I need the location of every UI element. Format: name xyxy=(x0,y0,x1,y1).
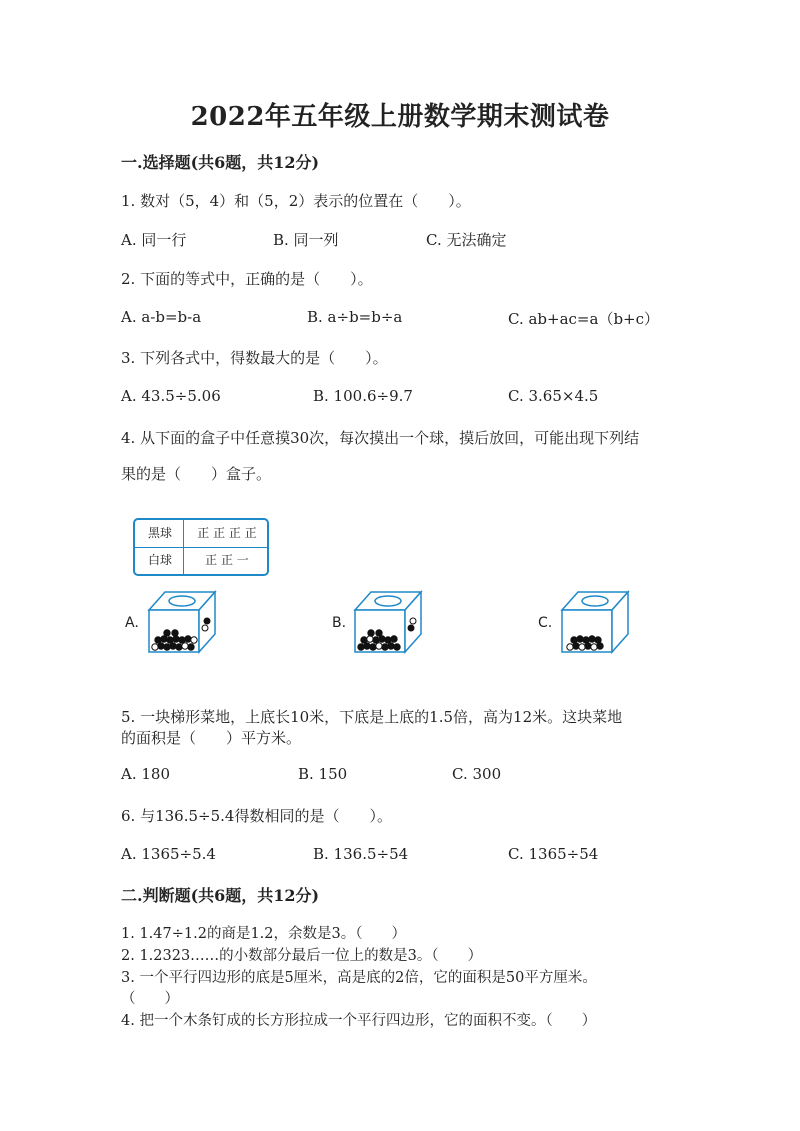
tally-row-black xyxy=(135,520,267,548)
question-5: 5. 一块梯形菜地，上底长10米，下底是上底的1.5倍，高为12米。这块菜地 xyxy=(121,708,623,726)
judge-item-answer[interactable]: （ ） xyxy=(121,991,179,1007)
option-6a[interactable]: A. 1365÷5.4 xyxy=(121,845,216,863)
question-6: 6. 与136.5÷5.4得数相同的是（ ）。 xyxy=(121,807,392,825)
judge-item: 4. 把一个木条钉成的长方形拉成一个平行四边形，它的面积不变。（ ） xyxy=(121,1013,597,1029)
option-3c[interactable]: C. 3.65×4.5 xyxy=(508,387,599,405)
option-1c[interactable]: C. 无法确定 xyxy=(426,231,507,249)
page-title: 2022年五年级上册数学期末测试卷 xyxy=(190,102,610,132)
tally-row-white xyxy=(135,547,267,574)
option-5c[interactable]: C. 300 xyxy=(452,765,502,783)
ball-box-icon xyxy=(558,588,630,658)
question-3: 3. 下列各式中，得数最大的是（ ）。 xyxy=(121,349,388,367)
question-5-cont: 的面积是（ ）平方米。 xyxy=(121,729,302,747)
option-4b[interactable]: B. xyxy=(332,615,347,631)
option-6b[interactable]: B. 136.5÷54 xyxy=(313,845,409,863)
tally-table xyxy=(133,518,269,576)
ball-box-icon xyxy=(145,588,217,658)
option-2b[interactable]: B. a÷b=b÷a xyxy=(307,308,403,326)
tally-label: 黑球 xyxy=(147,526,172,540)
question-2: 2. 下面的等式中，正确的是（ ）。 xyxy=(121,270,373,288)
option-4a[interactable]: A. xyxy=(125,615,139,631)
tally-label: 白球 xyxy=(147,553,172,567)
option-4c[interactable]: C. xyxy=(538,615,553,631)
question-4: 4. 从下面的盒子中任意摸30次，每次摸出一个球，摸后放回，可能出现下列结 xyxy=(121,429,640,447)
tally-marks: 正 正 一 xyxy=(205,553,249,567)
section-heading-choice: 一.选择题(共6题，共12分) xyxy=(121,153,320,172)
option-1a[interactable]: A. 同一行 xyxy=(121,231,187,249)
option-3b[interactable]: B. 100.6÷9.7 xyxy=(313,387,413,405)
option-2a[interactable]: A. a-b=b-a xyxy=(121,308,202,326)
tally-marks: 正 正 正 正 xyxy=(197,526,257,540)
question-1: 1. 数对（5，4）和（5，2）表示的位置在（ ）。 xyxy=(121,192,471,210)
ball-box-icon xyxy=(351,588,423,658)
option-3a[interactable]: A. 43.5÷5.06 xyxy=(121,387,221,405)
judge-item: 1. 1.47÷1.2的商是1.2，余数是3。（ ） xyxy=(121,926,406,942)
option-1b[interactable]: B. 同一列 xyxy=(273,231,339,249)
section-heading-judge: 二.判断题(共6题，共12分) xyxy=(121,886,320,905)
option-5a[interactable]: A. 180 xyxy=(121,765,170,783)
judge-item: 2. 1.2323……的小数部分最后一位上的数是3。（ ） xyxy=(121,948,483,964)
judge-item: 3. 一个平行四边形的底是5厘米，高是底的2倍，它的面积是50平方厘米。 xyxy=(121,970,597,986)
option-2c[interactable]: C. ab+ac=a（b+c） xyxy=(508,310,660,328)
question-4-cont: 果的是（ ）盒子。 xyxy=(121,465,272,483)
option-5b[interactable]: B. 150 xyxy=(298,765,348,783)
option-6c[interactable]: C. 1365÷54 xyxy=(508,845,599,863)
